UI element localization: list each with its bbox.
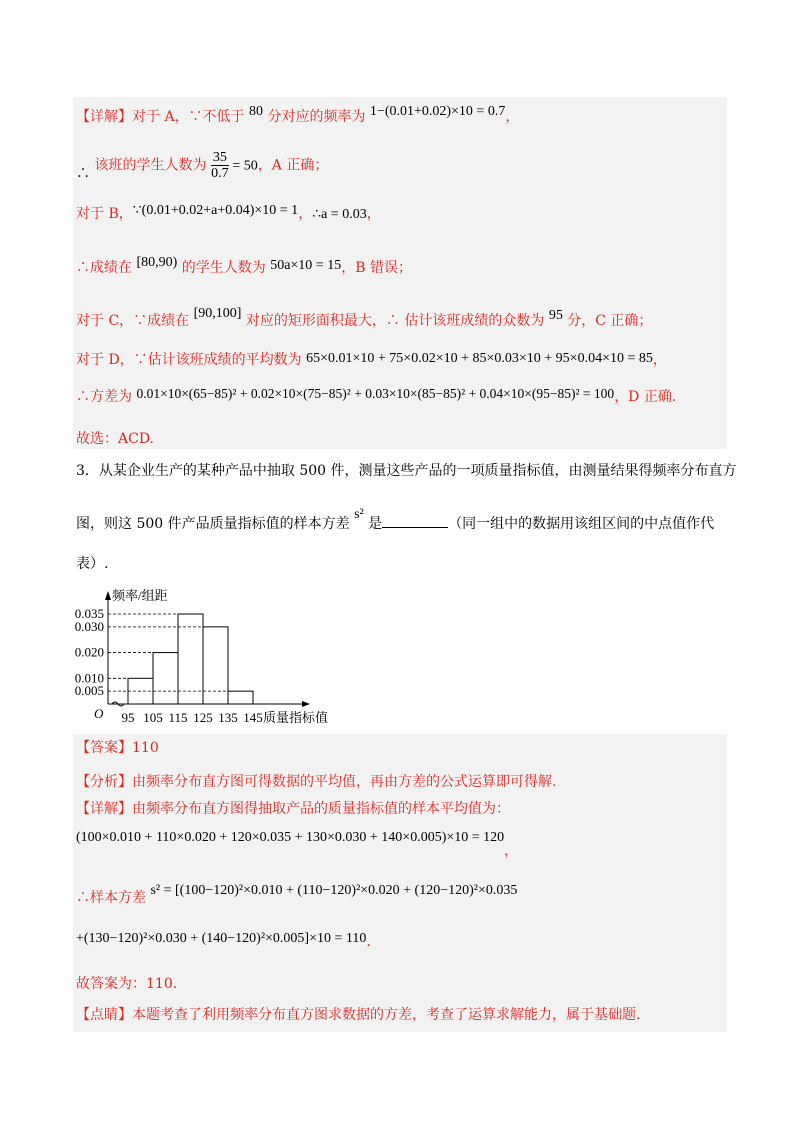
frequency-histogram — [66, 588, 346, 730]
problem-3-line-3: 表）. — [76, 556, 109, 572]
y-tick-label: 0.020 — [74, 644, 104, 660]
detail-tag: 【详解】 — [76, 109, 132, 125]
final-answer-line: 故答案为：110. — [76, 976, 178, 992]
answer-blank — [382, 513, 448, 528]
detail-line-1: 【详解】对于 A，∵不低于 80 分对应的频率为 1−(0.01+0.02)×10 = 0.7， — [76, 104, 520, 125]
variance-equation-1: ∴样本方差 s² = [(100−120)²×0.010 + (110−120)²×0.020 + (120−120)²×0.035 — [76, 883, 518, 906]
y-tick-label: 0.010 — [74, 670, 104, 686]
x-tick-label: 115 — [168, 710, 188, 725]
x-axis-label: 质量指标值 — [263, 710, 329, 725]
y-axis-arrow — [105, 591, 111, 600]
x-tick-label: 135 — [218, 710, 238, 725]
histogram-bar — [228, 691, 253, 704]
histogram-bar — [178, 614, 203, 704]
detail-line-2: ∴ 该班的学生人数为 $\frac{35}{0.7}$ = 50，A 正确； — [76, 150, 329, 182]
y-tick-label: 0.030 — [74, 618, 104, 634]
y-axis-label: 频率/组距 — [112, 588, 168, 603]
x-tick-label: 95 — [121, 710, 135, 725]
detail2-line: 【详解】由频率分布直方图得抽取产品的质量指标值的样本平均值为： — [76, 801, 510, 817]
detail-line-5: 对于 C，∵成绩在 [90,100] 对应的矩形面积最大，∴ 估计该班成绩的众数为 95 分，C 正确； — [76, 306, 653, 329]
comment-line: 【点睛】本题考查了利用频率分布直方图求数据的方差，考查了运算求解能力，属于基础题. — [76, 1007, 641, 1023]
detail-line-7: ∴方差为 0.01×10×(65−85)² + 0.02×10×(75−85)² + 0.03×10×(85−85)² + 0.04×10×(95−85)² = 100，D 正确. — [76, 386, 677, 405]
mean-equation: (100×0.010 + 110×0.020 + 120×0.035 + 130×0.030 + 140×0.005)×10 = 120， — [76, 830, 519, 859]
detail-line-8: 故选：ACD. — [76, 431, 154, 447]
histogram-bar — [203, 627, 228, 704]
detail-line-3: 对于 B，∵(0.01+0.02+a+0.04)×10 = 1，∴a = 0.03， — [76, 203, 381, 222]
y-tick-label: 0.005 — [74, 683, 104, 699]
x-tick-label: 105 — [143, 710, 163, 725]
variance-equation-2: +(130−120)²×0.030 + (140−120)²×0.005]×10 = 110. — [76, 931, 371, 950]
y-tick-label: 0.035 — [74, 606, 104, 622]
detail-line-6: 对于 D，∵估计该班成绩的平均数为 65×0.01×10 + 75×0.02×10 + 85×0.03×10 + 95×0.04×10 = 85， — [76, 351, 667, 368]
problem-3-line-1: 3．从某企业生产的某种产品中抽取 500 件，测量这些产品的一项质量指标值，由测量结果得频率分布直方 — [76, 463, 737, 479]
x-axis-arrow — [302, 701, 310, 707]
analysis-line: 【分析】由频率分布直方图可得数据的平均值，再由方差的公式运算即可得解. — [76, 774, 557, 790]
x-tick-label: 145 — [243, 710, 263, 725]
histogram-bar — [153, 653, 178, 704]
detail-line-4: ∴成绩在 [80,90) 的学生人数为 50a×10 = 15，B 错误； — [76, 255, 412, 276]
x-tick-label: 125 — [193, 710, 213, 725]
problem-3-line-2: 图，则这 500 件产品质量指标值的样本方差 s² 是 （同一组中的数据用该组区间的中点值作代 — [76, 507, 715, 532]
origin-label: O — [94, 706, 104, 721]
answer-line: 【答案】110 — [76, 740, 159, 756]
fraction: $\frac{35}{0.7}$ — [211, 150, 229, 181]
